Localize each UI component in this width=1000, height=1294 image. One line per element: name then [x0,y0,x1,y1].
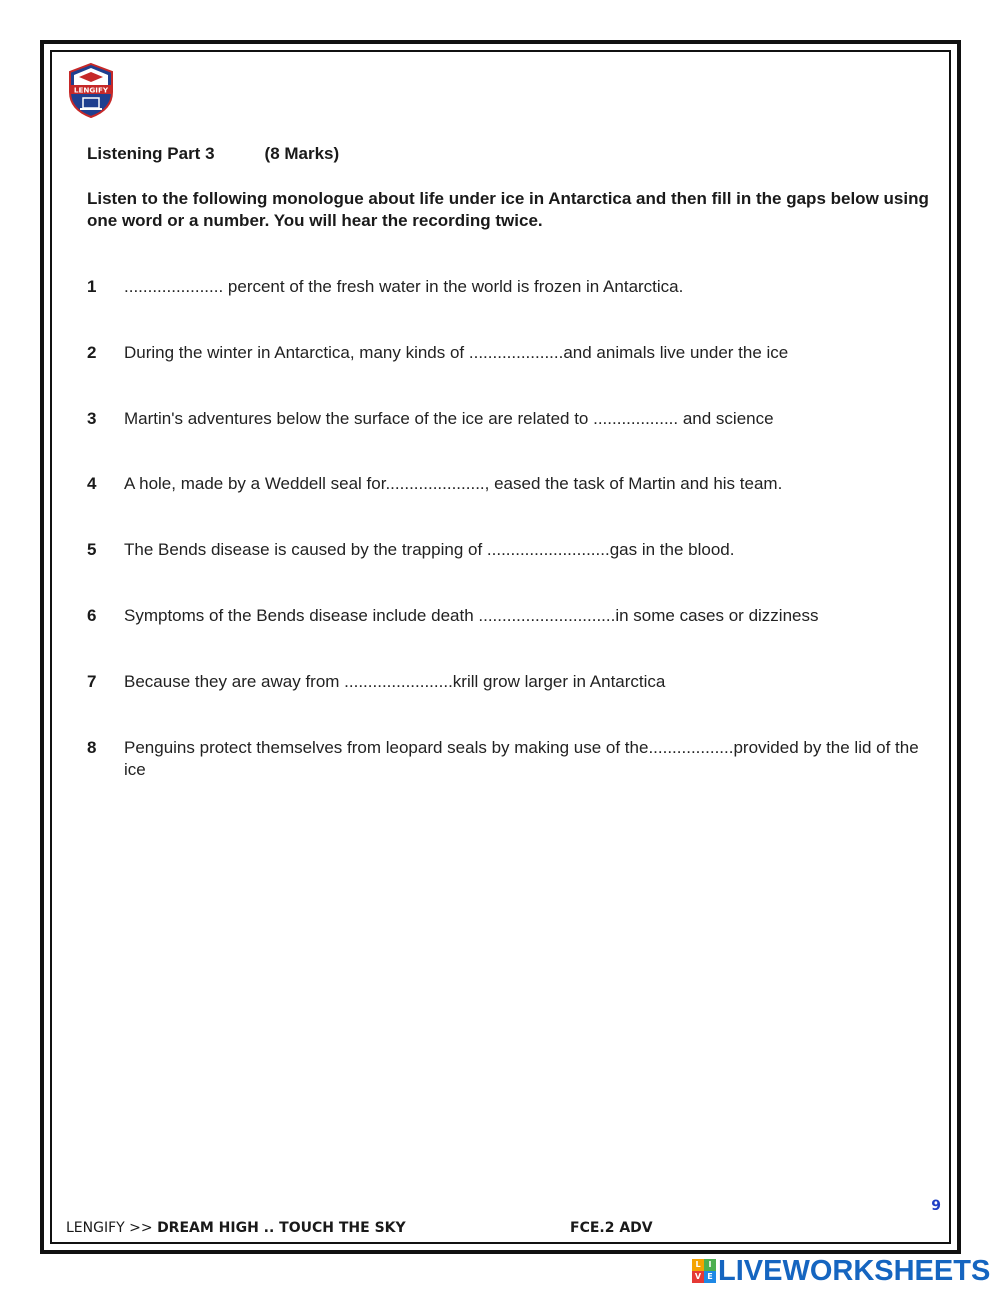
section-title: Listening Part 3 [87,144,215,163]
liveworksheets-text: LIVEWORKSHEETS [718,1254,991,1287]
question-number: 1 [87,277,97,296]
question-7 [87,671,937,693]
question-number: 7 [87,672,97,691]
question-number: 3 [87,409,97,428]
page-inner-border [50,50,951,1244]
lengify-shield-logo [66,62,116,118]
section-header [87,144,339,164]
page-outer-border [40,40,961,1254]
footer-slogan [66,1220,406,1236]
svg-text:LENGIFY: LENGIFY [73,85,109,95]
liveworksheets-icon [692,1259,716,1283]
footer-slogan-text: DREAM HIGH .. TOUCH THE SKY [157,1220,406,1236]
instructions: Listen to the following monologue about life under ice in Antarctica and then fill in the gaps below using one word or a number. You will hear the recording twice. [87,189,929,230]
question-number: 4 [87,474,97,493]
question-text: A hole, made by a Weddell seal for....................., eased the task of Martin and his team. [124,474,783,493]
question-8 [87,737,937,781]
footer-brand: LENGIFY >> [66,1220,158,1236]
lw-icon-l: L [692,1259,704,1271]
question-number: 2 [87,343,97,362]
question-text: Symptoms of the Bends disease include death .............................in some cases or dizziness [124,606,819,625]
question-1 [87,276,937,298]
liveworksheets-watermark [692,1254,990,1288]
question-6 [87,605,937,627]
question-4 [87,473,937,495]
lw-icon-e: E [704,1271,716,1283]
question-text: Penguins protect themselves from leopard seals by making use of the..................provided by the lid of the ice [124,738,919,779]
lw-icon-v: V [692,1271,704,1283]
question-2 [87,342,937,364]
question-text: Because they are away from .......................krill grow larger in Antarctica [124,672,666,691]
section-marks: (8 Marks) [264,144,340,163]
course-code: FCE.2 ADV [570,1220,653,1236]
lw-icon-i: I [704,1259,716,1271]
question-number: 8 [87,738,97,757]
question-text: During the winter in Antarctica, many kinds of ....................and animals live under the ice [124,343,789,362]
question-number: 5 [87,540,97,559]
question-number: 6 [87,606,97,625]
page-number: 9 [931,1198,941,1214]
question-text: The Bends disease is caused by the trapping of ..........................gas in the blood. [124,540,735,559]
question-text: Martin's adventures below the surface of the ice are related to .................. and science [124,409,774,428]
question-5 [87,539,937,561]
question-3 [87,408,937,430]
question-text: ..................... percent of the fresh water in the world is frozen in Antarctica. [124,277,684,296]
